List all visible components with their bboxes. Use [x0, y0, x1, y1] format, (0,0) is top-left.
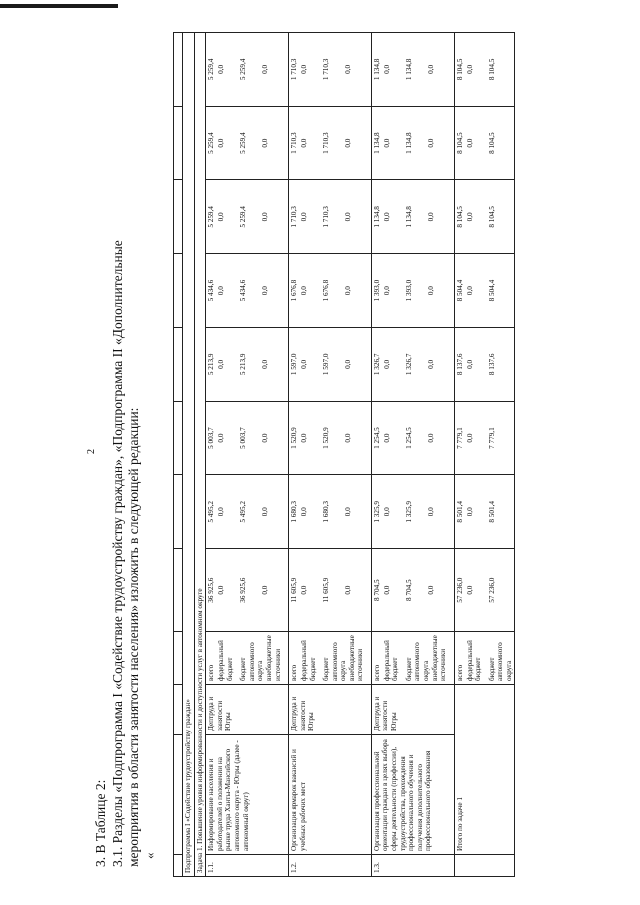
funding-source-cell [206, 632, 289, 685]
value-column-1 [371, 549, 454, 632]
amount: 0,0 [343, 138, 352, 148]
amount: 0,0 [299, 585, 308, 595]
amount: 0,0 [343, 359, 352, 369]
amount: 1 520,9 [321, 427, 330, 449]
amount: 0,0 [343, 212, 352, 222]
amount: 0,0 [465, 286, 474, 296]
amount: 0,0 [217, 64, 226, 74]
amount: 1 326,7 [404, 353, 413, 376]
amount: 8 137,6 [455, 353, 464, 376]
amount: 0,0 [217, 585, 226, 595]
amount: 0,0 [382, 286, 391, 296]
amount: 0,0 [261, 138, 270, 148]
value-column-3 [206, 401, 289, 475]
funding-source: всего [289, 664, 298, 681]
value-column-3 [371, 401, 454, 475]
amount: 7 779,1 [455, 427, 464, 449]
funding-source: бюджет автономного округа [321, 642, 348, 681]
amount: 1 393,0 [404, 279, 413, 302]
value-column-5 [371, 254, 454, 328]
responsible-agency: Дептруда и занятости Югры [371, 685, 454, 735]
amount: 8 104,5 [455, 132, 464, 154]
amount: 8 104,5 [455, 58, 464, 81]
amount: 0,0 [261, 507, 270, 517]
amount: 36 925,6 [239, 577, 248, 603]
funding-source: бюджет автономного округа [239, 642, 265, 681]
amount: 0,0 [426, 359, 435, 369]
heading [93, 20, 158, 867]
funding-source: всего [207, 664, 216, 681]
amount: 1 254,5 [404, 427, 413, 449]
amount: 0,0 [343, 507, 352, 517]
amount: 0,0 [426, 64, 435, 74]
amount: 0,0 [465, 433, 474, 443]
amount: 0,0 [217, 507, 226, 517]
funding-source: внебюджетные источники [347, 635, 365, 681]
amount: 1 134,8 [404, 206, 413, 228]
amount: 8 504,4 [487, 279, 496, 302]
value-column-4 [454, 327, 515, 401]
amount: 1 676,8 [289, 279, 298, 302]
amount: 0,0 [343, 286, 352, 296]
value-column-6 [454, 180, 515, 254]
funding-source: всего [372, 664, 381, 681]
amount: 0,0 [299, 138, 308, 148]
amount: 0,0 [382, 585, 391, 595]
section-row [288, 33, 371, 877]
amount: 0,0 [426, 585, 435, 595]
value-column-7 [371, 106, 454, 180]
task-row [194, 33, 206, 877]
amount: 0,0 [261, 64, 270, 74]
amount: 5 003,7 [239, 427, 248, 449]
amount: 0,0 [261, 585, 270, 595]
value-column-7 [454, 106, 515, 180]
funding-table [173, 32, 515, 877]
rotated-page [93, 20, 638, 877]
amount: 1 597,0 [321, 353, 330, 376]
amount: 0,0 [382, 359, 391, 369]
amount: 1 325,9 [404, 501, 413, 523]
funding-source: внебюджетные источники [264, 635, 282, 681]
responsible-agency: Дептруда и занятости Югры [206, 685, 289, 735]
amount: 8 104,5 [487, 58, 496, 81]
heading-line-2: 3.1. Разделы «Подпрограмма I «Содействие трудоустройству граждан», «Подпрограмма II «Дополнительные [110, 240, 125, 867]
value-column-8 [288, 33, 371, 107]
amount: 0,0 [426, 212, 435, 222]
value-column-4 [288, 327, 371, 401]
amount: 1 710,3 [321, 132, 330, 154]
amount: 0,0 [426, 286, 435, 296]
amount: 1 710,3 [289, 206, 298, 228]
amount: 8 501,4 [455, 501, 464, 523]
top-rule [0, 4, 118, 8]
value-column-4 [206, 327, 289, 401]
funding-source: бюджет автономного округа [404, 642, 430, 681]
amount: 0,0 [465, 138, 474, 148]
amount: 1 597,0 [289, 353, 298, 376]
amount: 5 003,7 [207, 427, 216, 449]
amount: 1 710,3 [321, 206, 330, 228]
amount: 7 779,1 [487, 427, 496, 449]
amount: 0,0 [343, 64, 352, 74]
amount: 1 520,9 [289, 427, 298, 449]
responsible-agency: Дептруда и занятости Югры [288, 685, 371, 735]
amount: 0,0 [261, 359, 270, 369]
amount: 8 704,5 [404, 579, 413, 601]
section-name: Организация ярмарок вакансий и учебных рабочих мест [288, 735, 371, 855]
section-number: 1.2. [288, 855, 371, 877]
amount: 1 676,8 [321, 279, 330, 302]
header-strip [174, 33, 183, 877]
amount: 5 259,4 [207, 132, 216, 154]
value-column-5 [206, 254, 289, 328]
amount: 0,0 [261, 286, 270, 296]
task-title: Задача 1. Повышение уровня информированности и доступности услуг в автономном округе [194, 33, 206, 877]
value-column-6 [288, 180, 371, 254]
amount: 0,0 [382, 64, 391, 74]
amount: 5 259,4 [207, 58, 216, 81]
value-column-8 [371, 33, 454, 107]
funding-source: внебюджетные источники [430, 635, 448, 681]
amount: 1 393,0 [372, 279, 381, 302]
amount: 0,0 [426, 507, 435, 517]
amount: 0,0 [217, 359, 226, 369]
funding-source: бюджет автономного округа [487, 642, 513, 681]
total-number-cell [454, 855, 515, 877]
amount: 11 605,9 [321, 577, 330, 603]
amount: 11 605,9 [289, 577, 298, 603]
funding-source: всего [455, 664, 464, 681]
section-number: 1.1. [206, 855, 289, 877]
page-number: 2 [86, 449, 97, 454]
value-column-1 [206, 549, 289, 632]
amount: 0,0 [217, 138, 226, 148]
funding-source: федеральный бюджет [217, 640, 234, 681]
amount: 5 213,9 [239, 353, 248, 376]
amount: 0,0 [465, 585, 474, 595]
amount: 1 134,8 [404, 132, 413, 154]
amount: 0,0 [299, 507, 308, 517]
amount: 0,0 [465, 212, 474, 222]
amount: 5 259,4 [207, 206, 216, 228]
amount: 36 925,6 [207, 577, 216, 603]
amount: 1 134,8 [404, 58, 413, 81]
amount: 0,0 [261, 212, 270, 222]
amount: 0,0 [343, 433, 352, 443]
amount: 0,0 [343, 585, 352, 595]
amount: 1 134,8 [372, 58, 381, 81]
amount: 0,0 [299, 212, 308, 222]
value-column-5 [454, 254, 515, 328]
value-column-2 [288, 475, 371, 549]
opening-quote-mark: « [142, 852, 157, 859]
heading-line-1: 3. В Таблице 2: [93, 779, 108, 867]
funding-source: федеральный бюджет [465, 640, 483, 681]
amount: 1 325,9 [372, 501, 381, 523]
amount: 0,0 [382, 433, 391, 443]
amount: 5 434,6 [207, 279, 216, 302]
amount: 1 680,3 [321, 501, 330, 523]
amount: 0,0 [217, 212, 226, 222]
amount: 8 501,4 [487, 501, 496, 523]
amount: 5 259,4 [239, 58, 248, 81]
amount: 0,0 [299, 433, 308, 443]
section-name: Организация профессиональной ориентации граждан в целях выбора сферы деятельности (профессии), трудоустройства, прохождения профессионального обучения и получения дополнительного профессионального образования [371, 735, 454, 855]
section-row [206, 33, 289, 877]
amount: 1 710,3 [321, 58, 330, 81]
amount: 1 680,3 [289, 501, 298, 523]
amount: 0,0 [261, 433, 270, 443]
section-number: 1.3. [371, 855, 454, 877]
value-column-4 [371, 327, 454, 401]
amount: 0,0 [382, 212, 391, 222]
amount: 0,0 [382, 507, 391, 517]
amount: 8 104,5 [487, 206, 496, 228]
amount: 0,0 [217, 286, 226, 296]
amount: 8 137,6 [487, 353, 496, 376]
subprogram-title: Подпрограмма I «Содействие трудоустройству граждан» [183, 33, 195, 877]
amount: 8 104,5 [455, 206, 464, 228]
funding-source: федеральный бюджет [382, 640, 400, 681]
amount: 5 259,4 [239, 206, 248, 228]
amount: 1 134,8 [372, 132, 381, 154]
value-column-8 [454, 33, 515, 107]
amount: 0,0 [465, 64, 474, 74]
value-column-2 [206, 475, 289, 549]
value-column-1 [454, 549, 515, 632]
value-column-3 [454, 401, 515, 475]
section-name: Информирование населения и работодателей о положении на рынке труда Ханты-Мансийского автономного округа - Югры (далее - автономный округ) [206, 735, 289, 855]
amount: 0,0 [299, 359, 308, 369]
total-label: Итого по задаче 1 [454, 685, 515, 855]
amount: 5 259,4 [239, 132, 248, 154]
amount: 57 236,0 [487, 577, 496, 603]
amount: 8 104,5 [487, 132, 496, 154]
amount: 1 710,3 [289, 132, 298, 154]
amount: 0,0 [426, 138, 435, 148]
value-column-1 [288, 549, 371, 632]
amount: 5 213,9 [207, 353, 216, 376]
amount: 0,0 [217, 433, 226, 443]
amount: 1 710,3 [289, 58, 298, 81]
value-column-6 [371, 180, 454, 254]
amount: 0,0 [382, 138, 391, 148]
amount: 8 504,4 [455, 279, 464, 302]
value-column-6 [206, 180, 289, 254]
value-column-5 [288, 254, 371, 328]
amount: 0,0 [299, 286, 308, 296]
value-column-8 [206, 33, 289, 107]
subprogram-row [183, 33, 195, 877]
value-column-7 [288, 106, 371, 180]
amount: 0,0 [465, 359, 474, 369]
funding-table-body [174, 33, 515, 877]
amount: 0,0 [465, 507, 474, 517]
amount: 8 704,5 [372, 579, 381, 601]
value-column-2 [454, 475, 515, 549]
amount: 0,0 [299, 64, 308, 74]
amount: 5 495,2 [207, 501, 216, 523]
value-column-3 [288, 401, 371, 475]
value-column-7 [206, 106, 289, 180]
amount: 0,0 [426, 433, 435, 443]
amount: 5 495,2 [239, 501, 248, 523]
value-column-2 [371, 475, 454, 549]
amount: 57 236,0 [455, 577, 464, 603]
amount: 1 254,5 [372, 427, 381, 449]
funding-source: федеральный бюджет [299, 640, 317, 681]
section-row [371, 33, 454, 877]
funding-source-cell [454, 632, 515, 685]
amount: 5 434,6 [239, 279, 248, 302]
total-row [454, 33, 515, 877]
funding-source-cell [288, 632, 371, 685]
amount: 1 134,8 [372, 206, 381, 228]
amount: 1 326,7 [372, 353, 381, 376]
funding-source-cell [371, 632, 454, 685]
heading-line-3: мероприятия в области занятости населения» изложить в следующей редакции: [126, 407, 141, 867]
